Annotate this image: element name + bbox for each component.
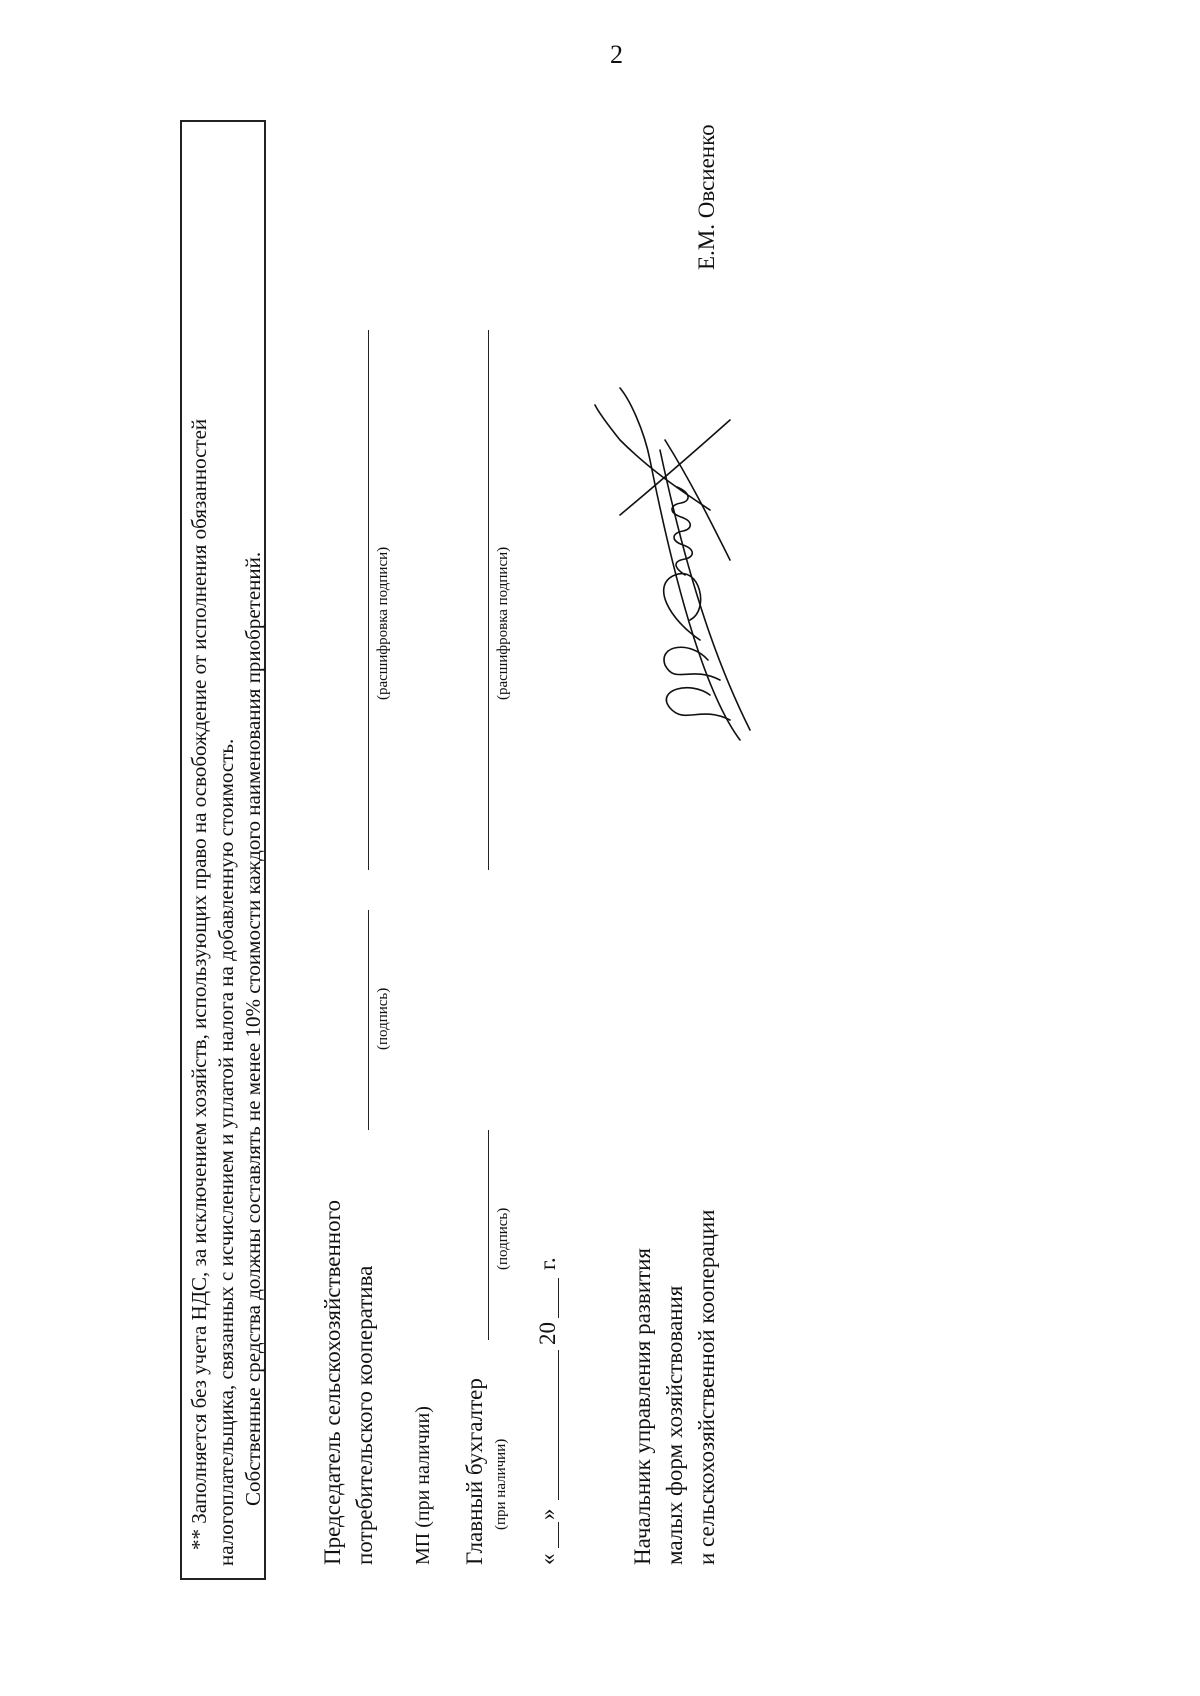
head-title-line-2: малых форм хозяйствования xyxy=(662,1285,687,1565)
accountant-title: Главный бухгалтер xyxy=(462,1378,487,1565)
date-suffix: г. xyxy=(535,1257,560,1270)
head-title-line-3: и сельскохозяйственной кооперации xyxy=(694,1209,719,1565)
head-title-line-1: Начальник управления развития xyxy=(630,1248,655,1565)
chairman-signature-caption: (подпись) xyxy=(375,987,391,1050)
chairman-signature-line xyxy=(368,910,369,1130)
accountant-signature-line xyxy=(488,1130,489,1340)
page-number: 2 xyxy=(610,40,623,69)
chairman-decoding-line xyxy=(368,330,369,870)
date-close-quote: » xyxy=(535,1508,560,1520)
seal-label: МП (при наличии) xyxy=(412,1406,434,1565)
footnote-line-3: Собственные средства должны составлять не менее 10% стоимости каждого наименования приобретений. xyxy=(241,551,265,1506)
accountant-if-any: (при наличии) xyxy=(493,1438,509,1530)
date-open-quote: « xyxy=(535,1553,560,1565)
accountant-signature-caption: (подпись) xyxy=(495,1207,511,1270)
chairman-title-line-2: потребительского кооператива xyxy=(352,1265,377,1565)
chairman-decoding-caption: (расшифровка подписи) xyxy=(375,546,391,700)
handwritten-signature xyxy=(590,380,760,760)
footnote-line-1: ** Заполняется без учета НДС, за исключением хозяйств, использующих право на освобождение от исполнения обязанностей xyxy=(187,418,211,1550)
accountant-decoding-line xyxy=(488,330,489,870)
chairman-title-line-1: Председатель сельскохозяйственного xyxy=(320,1200,345,1565)
date-year-line xyxy=(558,1278,559,1318)
date-year-prefix: 20 xyxy=(535,1322,560,1345)
date-month-line xyxy=(558,1350,559,1500)
accountant-decoding-caption: (расшифровка подписи) xyxy=(495,546,511,700)
rotated-content xyxy=(170,100,870,1600)
footnote-box xyxy=(180,120,266,1580)
head-name: Е.М. Овсиенко xyxy=(694,124,719,270)
footnote-line-2: налогоплательщика, связанных с исчислением и уплатой налога на добавленную стоимость. xyxy=(214,738,238,1566)
date-day-line xyxy=(558,1522,559,1548)
